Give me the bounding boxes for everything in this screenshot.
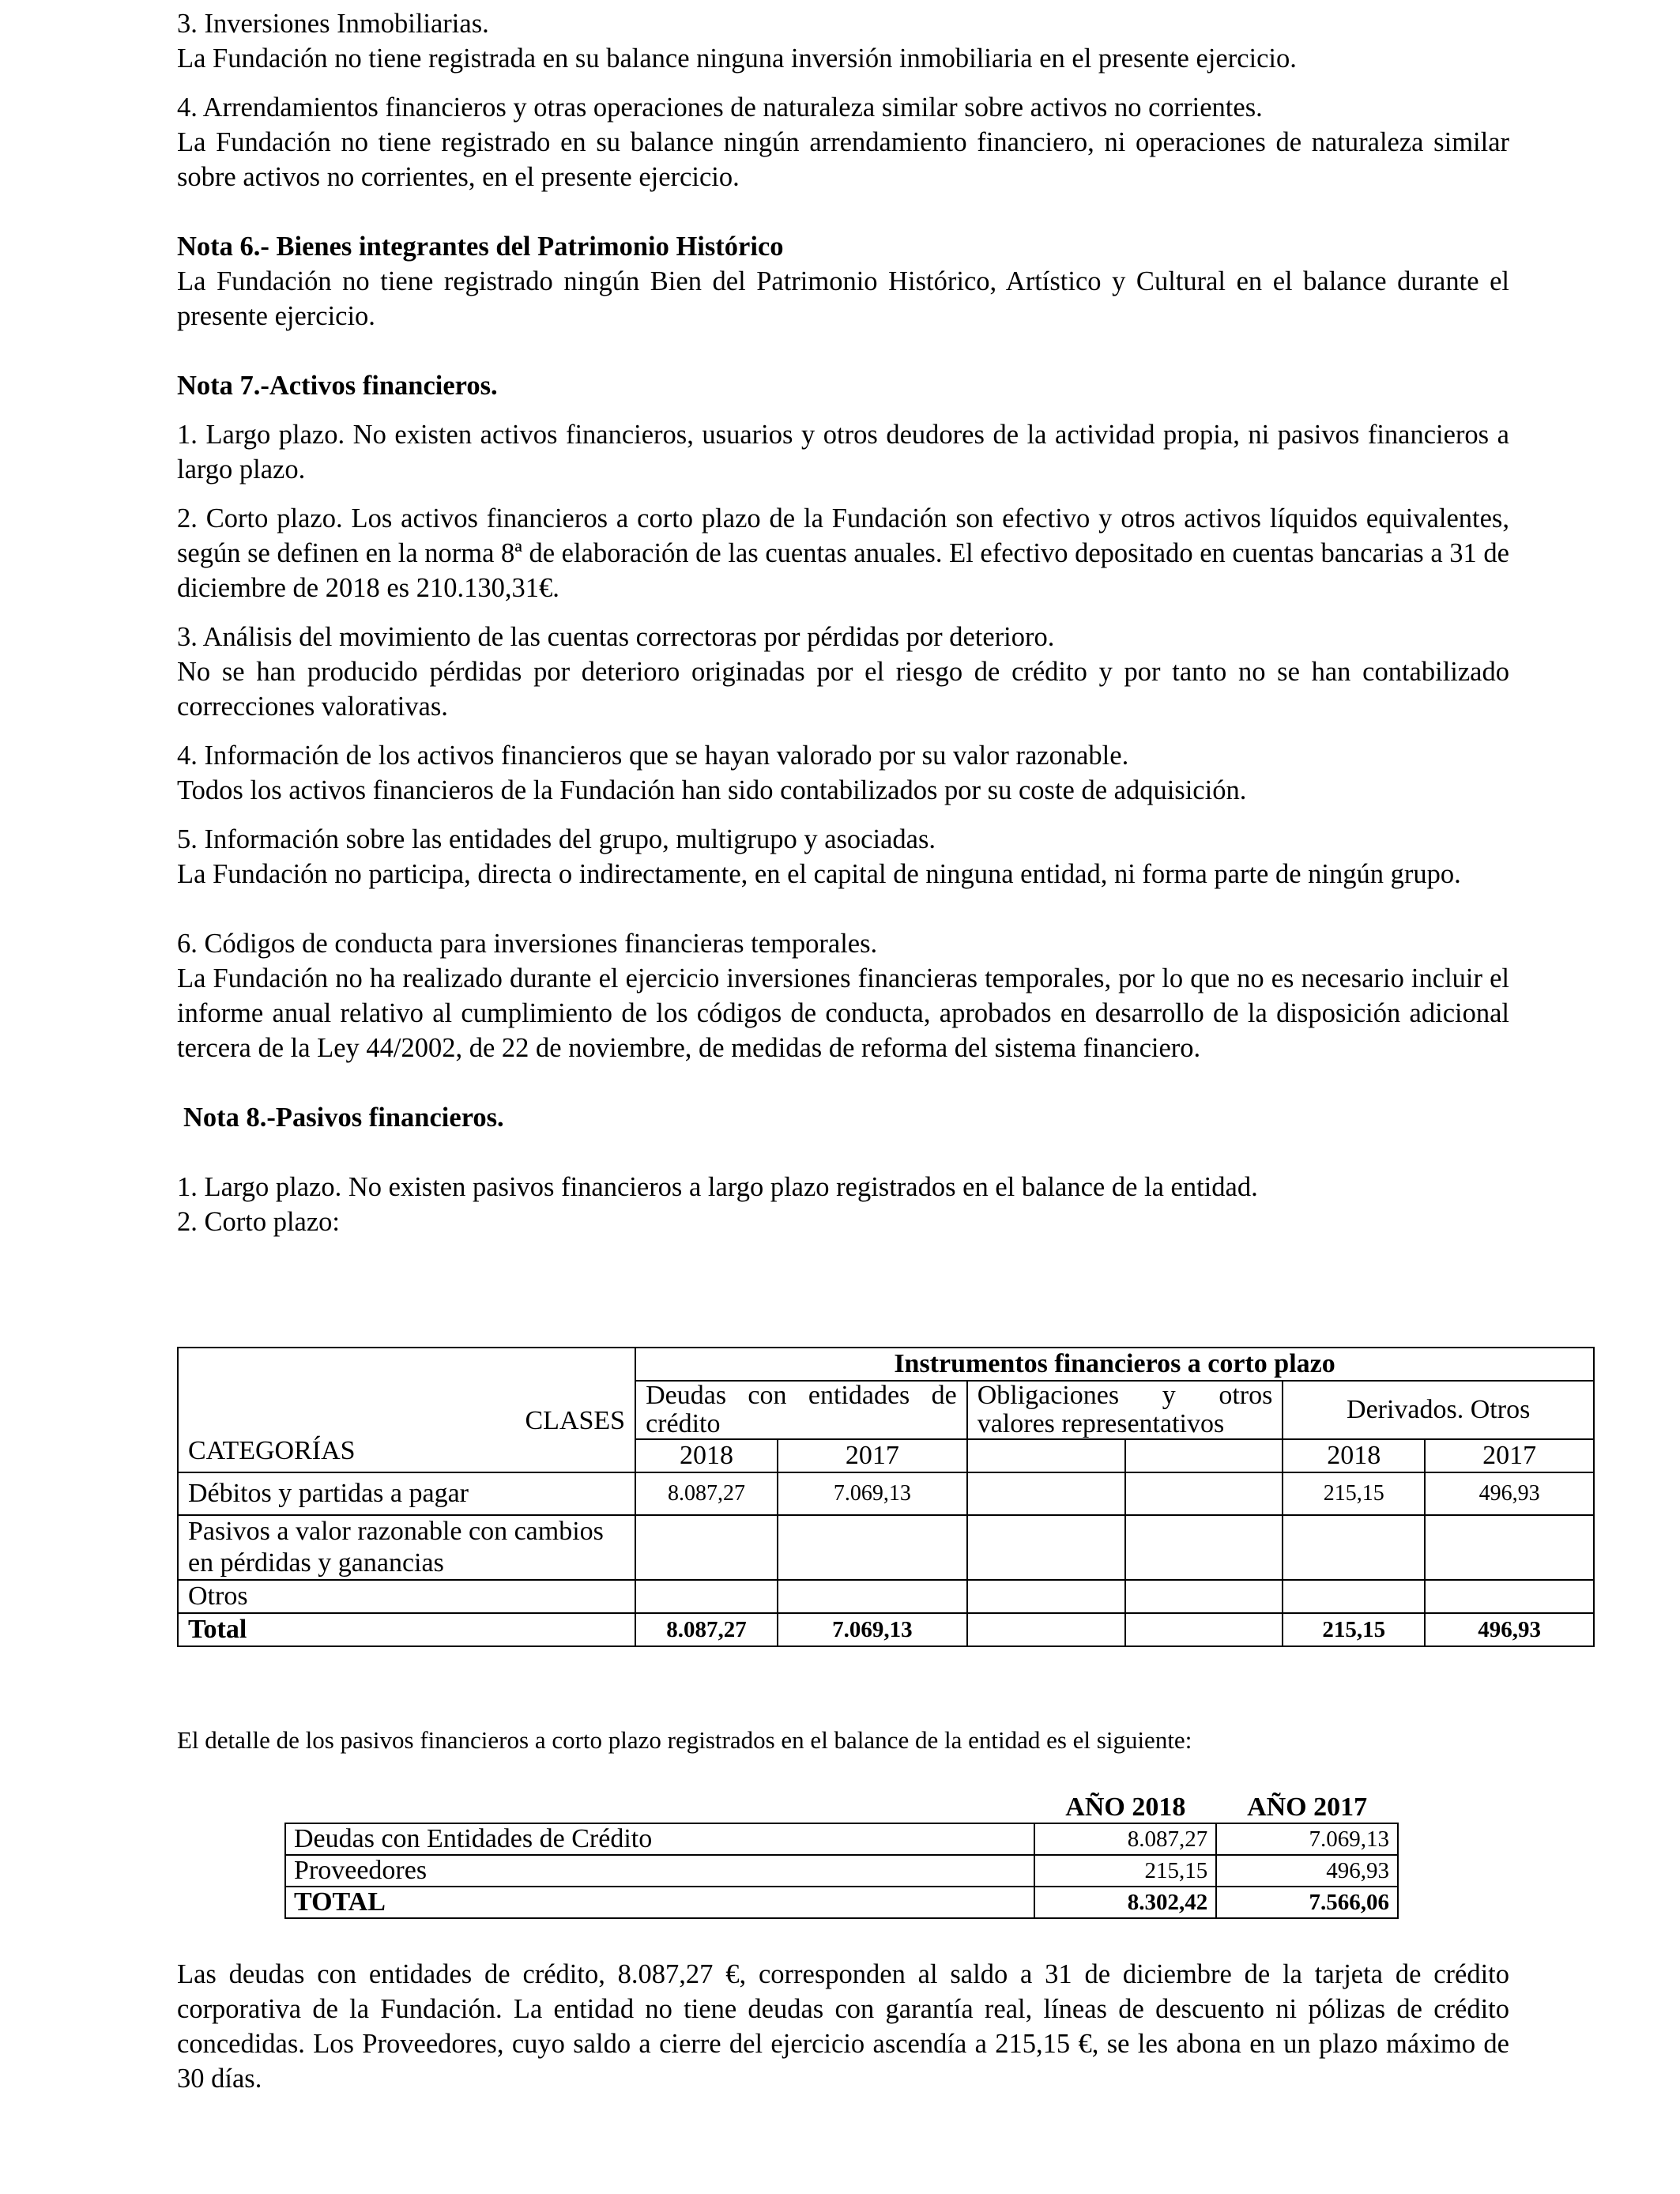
nota-6-heading: Nota 6.- Bienes integrantes del Patrimonio Histórico <box>177 232 784 262</box>
paragraph: La Fundación no ha realizado durante el ejercicio inversiones financieras temporales, por lo que no es necesario incluir el informe anual relativo al cumplimiento de los códigos de conducta, aprobados en desarrollo de la disposición adicional tercera de la Ley 44/2002, de 22 de noviembre, de medidas de reforma del sistema financiero. <box>177 963 1509 1063</box>
cell-value: 7.069,13 <box>1216 1823 1398 1855</box>
cell-value <box>635 1515 778 1580</box>
cell-value: 496,93 <box>1425 1613 1594 1646</box>
categorias-label: CATEGORÍAS <box>188 1436 356 1465</box>
cell-value <box>1283 1515 1425 1580</box>
cell-value <box>1125 1580 1283 1613</box>
cell-value: 7.069,13 <box>778 1613 967 1646</box>
row-label: Total <box>178 1613 635 1646</box>
table-corner-cell <box>178 1348 635 1472</box>
col-header-deudas: Deudas con entidades de crédito <box>635 1381 967 1439</box>
paragraph: La Fundación no participa, directa o indirectamente, en el capital de ninguna entidad, ni forma parte de ningún grupo. <box>177 859 1461 889</box>
cell-value <box>635 1580 778 1613</box>
year-header <box>967 1439 1125 1472</box>
year-header: AÑO 2017 <box>1216 1793 1398 1823</box>
cell-value: 8.302,42 <box>1034 1887 1216 1918</box>
cell-value: 7.069,13 <box>778 1472 967 1515</box>
nota-7-heading: Nota 7.-Activos financieros. <box>177 371 498 401</box>
document-body <box>177 6 1509 1239</box>
row-label: Otros <box>178 1580 635 1613</box>
paragraph: 1. Largo plazo. No existen pasivos financieros a largo plazo registrados en el balance de la entidad. <box>177 1172 1258 1202</box>
nota-8-heading: Nota 8.-Pasivos financieros. <box>183 1103 504 1133</box>
cell-value <box>1125 1515 1283 1580</box>
paragraph: 1. Largo plazo. No existen activos financieros, usuarios y otros deudores de la actividad propia, ni pasivos financieros a largo plazo. <box>177 420 1509 484</box>
cell-value <box>967 1472 1125 1515</box>
year-header: AÑO 2018 <box>1034 1793 1216 1823</box>
cell-value <box>1425 1580 1594 1613</box>
table-row <box>285 1823 1398 1855</box>
row-label: TOTAL <box>285 1887 1034 1918</box>
paragraph: La Fundación no tiene registrado ningún Bien del Patrimonio Histórico, Artístico y Cultural en el balance durante el presente ejercicio. <box>177 266 1509 331</box>
row-label: Deudas con Entidades de Crédito <box>285 1823 1034 1855</box>
cell-value <box>1425 1515 1594 1580</box>
paragraph: Todos los activos financieros de la Fundación han sido contabilizados por su coste de adquisición. <box>177 775 1247 805</box>
cell-value <box>778 1515 967 1580</box>
paragraph: No se han producido pérdidas por deterioro originadas por el riesgo de crédito y por tanto no se han contabilizado correcciones valorativas. <box>177 657 1509 722</box>
section-title: 4. Información de los activos financieros que se hayan valorado por su valor razonable. <box>177 741 1129 771</box>
table-row <box>285 1855 1398 1887</box>
cell-value: 8.087,27 <box>635 1472 778 1515</box>
cell-value: 8.087,27 <box>1034 1823 1216 1855</box>
cell-value <box>778 1580 967 1613</box>
paragraph: 2. Corto plazo: <box>177 1207 341 1237</box>
year-header <box>1125 1439 1283 1472</box>
paragraph: 2. Corto plazo. Los activos financieros a corto plazo de la Fundación son efectivo y otros activos líquidos equivalentes, según se definen en la norma 8ª de elaboración de las cuentas anuales. El efectivo depositado en cuentas bancarias a 31 de diciembre de 2018 es 210.130,31€. <box>177 503 1509 603</box>
row-label: Proveedores <box>285 1855 1034 1887</box>
detail-header-row <box>285 1793 1398 1823</box>
cell-value <box>967 1613 1125 1646</box>
cell-value <box>1125 1472 1283 1515</box>
cell-value <box>967 1515 1125 1580</box>
table-row <box>178 1515 1594 1580</box>
table-row <box>178 1580 1594 1613</box>
col-header-derivados: Derivados. Otros <box>1283 1381 1594 1439</box>
table-main-header: Instrumentos financieros a corto plazo <box>635 1348 1594 1381</box>
cell-value <box>1125 1613 1283 1646</box>
cell-value: 215,15 <box>1034 1855 1216 1887</box>
year-header: 2017 <box>778 1439 967 1472</box>
section-title: 3. Análisis del movimiento de las cuentas correctoras por pérdidas por deterioro. <box>177 622 1055 652</box>
year-header: 2017 <box>1425 1439 1594 1472</box>
year-header: 2018 <box>1283 1439 1425 1472</box>
section-title: 4. Arrendamientos financieros y otras operaciones de naturaleza similar sobre activos no corrientes. <box>177 92 1263 123</box>
cell-value: 215,15 <box>1283 1613 1425 1646</box>
section-title: 3. Inversiones Inmobiliarias. <box>177 9 489 39</box>
closing-paragraph: Las deudas con entidades de crédito, 8.087,27 €, corresponden al saldo a 31 de diciembre de la tarjeta de crédito corporativa de la Fundación. La entidad no tiene deudas con garantía real, líneas de descuento ni pólizas de crédito concedidas. Los Proveedores, cuyo saldo a cierre del ejercicio ascendía a 215,15 €, se les abona en un plazo máximo de 30 días. <box>177 1959 1509 2094</box>
cell-value <box>1283 1580 1425 1613</box>
detail-intro: El detalle de los pasivos financieros a corto plazo registrados en el balance de la entidad es el siguiente: <box>177 1726 1192 1754</box>
col-header-obligaciones: Obligaciones y otros valores representativos <box>967 1381 1283 1439</box>
section-title: 5. Información sobre las entidades del grupo, multigrupo y asociadas. <box>177 824 936 854</box>
cell-value: 7.566,06 <box>1216 1887 1398 1918</box>
row-label: Pasivos a valor razonable con cambios en pérdidas y ganancias <box>178 1515 635 1580</box>
cell-value: 8.087,27 <box>635 1613 778 1646</box>
paragraph: La Fundación no tiene registrado en su balance ningún arrendamiento financiero, ni operaciones de naturaleza similar sobre activos no corrientes, en el presente ejercicio. <box>177 127 1509 192</box>
clases-label: CLASES <box>525 1406 626 1435</box>
year-header: 2018 <box>635 1439 778 1472</box>
cell-value: 496,93 <box>1216 1855 1398 1887</box>
cell-value: 215,15 <box>1283 1472 1425 1515</box>
cell-value: 496,93 <box>1425 1472 1594 1515</box>
table-row <box>178 1472 1594 1515</box>
short-term-detail-table <box>284 1793 1399 1919</box>
row-label: Débitos y partidas a pagar <box>178 1472 635 1515</box>
cell-value <box>967 1580 1125 1613</box>
table-total-row <box>178 1613 1594 1646</box>
section-title: 6. Códigos de conducta para inversiones financieras temporales. <box>177 929 878 959</box>
header-spacer <box>285 1793 1034 1823</box>
short-term-instruments-table <box>177 1347 1595 1647</box>
paragraph: La Fundación no tiene registrada en su balance ninguna inversión inmobiliaria en el presente ejercicio. <box>177 43 1297 74</box>
table-total-row <box>285 1887 1398 1918</box>
